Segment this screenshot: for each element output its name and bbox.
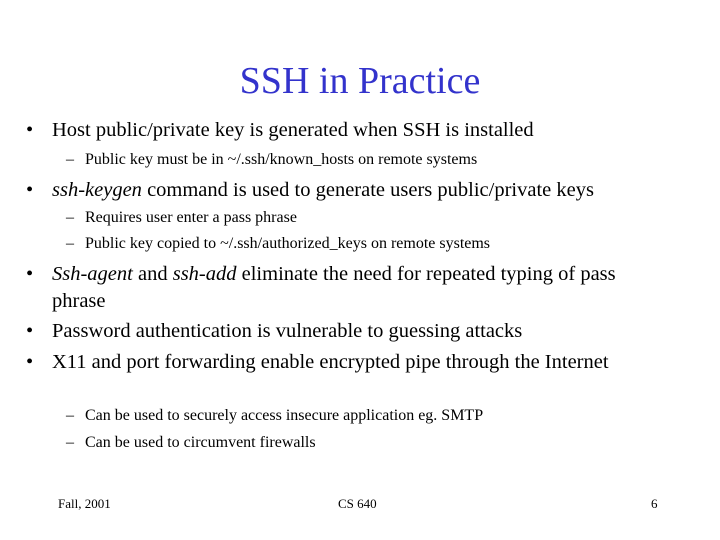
sub-bullet-marker: – — [66, 209, 74, 226]
footer-course: CS 640 — [338, 496, 377, 511]
sub-bullet-marker: – — [66, 235, 74, 252]
sub-bullet-text: Can be used to circumvent firewalls — [85, 434, 316, 451]
bullet-text: and — [132, 263, 173, 285]
sub-bullet-text: Public key must be in ~/.ssh/known_hosts on remote systems — [85, 151, 478, 168]
bullet-item — [26, 117, 534, 144]
sub-bullet-text: Requires user enter a pass phrase — [85, 209, 297, 226]
bullet-text: Host public/private key is generated when SSH is installed — [52, 119, 534, 141]
footer-date: Fall, 2001 — [58, 496, 111, 511]
sub-bullet-text: Can be used to securely access insecure application eg. SMTP — [85, 407, 484, 424]
bullet-marker: • — [26, 263, 34, 285]
bullet-item — [26, 177, 594, 204]
slide-title: SSH in Practice — [239, 60, 481, 102]
bullet-text: eliminate the need for repeated typing of pass phrase — [52, 263, 616, 312]
sub-bullet-marker: – — [66, 434, 74, 451]
bullet-marker: • — [26, 320, 34, 342]
sub-bullet-item — [66, 149, 478, 171]
sub-bullet-marker: – — [66, 151, 74, 168]
sub-bullet-item — [66, 233, 491, 255]
bullet-item — [26, 261, 672, 315]
command-name: ssh-add — [172, 263, 237, 285]
sub-bullet-item — [66, 207, 297, 229]
sub-bullet-item — [66, 405, 484, 427]
bullet-text: X11 and port forwarding enable encrypted pipe through the Internet — [52, 351, 609, 373]
sub-bullet-text: Public key copied to ~/.ssh/authorized_keys on remote systems — [85, 235, 491, 252]
bullet-text: Password authentication is vulnerable to guessing attacks — [52, 320, 523, 342]
sub-bullet-item — [66, 432, 316, 454]
bullet-text: command is used to generate users public/private keys — [141, 179, 594, 201]
footer-page-number: 6 — [651, 496, 658, 511]
command-name: ssh-keygen — [52, 179, 142, 201]
bullet-marker: • — [26, 179, 34, 201]
bullet-marker: • — [26, 119, 34, 141]
bullet-item — [26, 318, 523, 345]
bullet-item — [26, 349, 632, 376]
command-name: Ssh-agent — [52, 263, 133, 285]
sub-bullet-marker: – — [66, 407, 74, 424]
bullet-marker: • — [26, 351, 34, 373]
